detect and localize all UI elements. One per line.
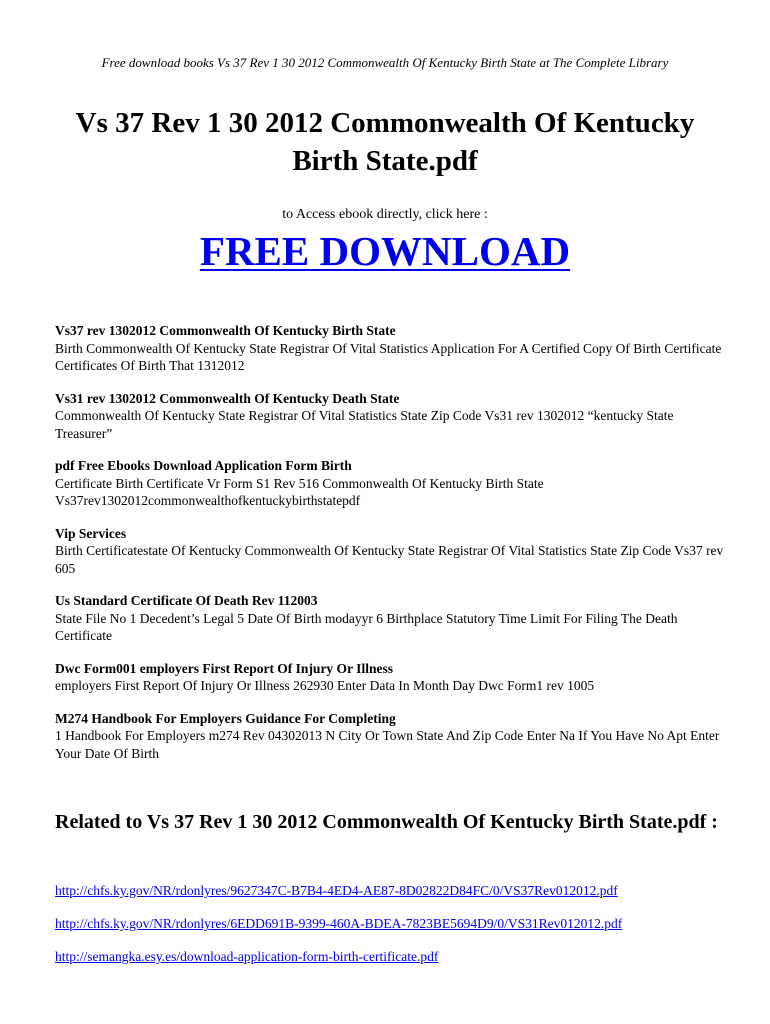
entry-title: M274 Handbook For Employers Guidance For Completing bbox=[55, 710, 396, 726]
list-item bbox=[55, 390, 725, 443]
entry-description: employers First Report Of Injury Or Illness 262930 Enter Data In Month Day Dwc Form1 rev 1005 bbox=[55, 678, 595, 693]
page-title: Vs 37 Rev 1 30 2012 Commonwealth Of Kentucky Birth State.pdf bbox=[75, 107, 695, 177]
access-instruction: to Access ebook directly, click here : bbox=[282, 207, 488, 222]
entry-title: Vs37 rev 1302012 Commonwealth Of Kentucky Birth State bbox=[55, 323, 396, 338]
entry-title: Us Standard Certificate Of Death Rev 112003 bbox=[55, 593, 318, 608]
entry-description: 1 Handbook For Employers m274 Rev 04302013 N City Or Town State And Zip Code Enter Na If You Have No Apt Enter Your Date Of Birth bbox=[55, 728, 720, 761]
related-links-list bbox=[55, 882, 735, 981]
list-item bbox=[55, 322, 725, 375]
list-item bbox=[55, 592, 725, 645]
page-header: Free download books Vs 37 Rev 1 30 2012 Commonwealth Of Kentucky Birth State at The Complete Library bbox=[101, 55, 669, 70]
related-link-application-form[interactable]: http://semangka.esy.es/download-application-form-birth-certificate.pdf bbox=[55, 949, 439, 964]
entry-description: Commonwealth Of Kentucky State Registrar Of Vital Statistics State Zip Code Vs31 rev 1302012 “kentucky State Treasurer” bbox=[55, 408, 674, 441]
related-heading: Related to Vs 37 Rev 1 30 2012 Commonwealth Of Kentucky Birth State.pdf : bbox=[55, 811, 718, 833]
entry-list bbox=[55, 322, 725, 777]
list-item bbox=[55, 457, 725, 510]
entry-title: Vip Services bbox=[55, 525, 127, 541]
entry-description: Certificate Birth Certificate Vr Form S1 Rev 516 Commonwealth Of Kentucky Birth State Vs37rev1302012commonwealthofkentuckybirthstatepdf bbox=[55, 475, 544, 508]
entry-description: Birth Certificatestate Of Kentucky Commonwealth Of Kentucky State Registrar Of Vital Statistics State Zip Code Vs37 rev 605 bbox=[55, 543, 724, 576]
free-download-link[interactable]: FREE DOWNLOAD bbox=[199, 228, 571, 274]
entry-description: State File No 1 Decedent’s Legal 5 Date Of Birth modayyr 6 Birthplace Statutory Time Limit For Filing The Death Certificate bbox=[55, 610, 678, 643]
related-link-vs31[interactable]: http://chfs.ky.gov/NR/rdonlyres/6EDD691B-9399-460A-BDEA-7823BE5694D9/0/VS31Rev012012.pdf bbox=[55, 916, 623, 931]
entry-title: Dwc Form001 employers First Report Of Injury Or Illness bbox=[55, 660, 393, 676]
list-item bbox=[55, 525, 725, 578]
related-link-vs37[interactable]: http://chfs.ky.gov/NR/rdonlyres/9627347C-B7B4-4ED4-AE87-8D02822D84FC/0/VS37Rev012012.pdf bbox=[55, 883, 618, 898]
list-item bbox=[55, 660, 725, 695]
entry-title: pdf Free Ebooks Download Application Form Birth bbox=[55, 458, 352, 473]
entry-description: Birth Commonwealth Of Kentucky State Registrar Of Vital Statistics Application For A Certified Copy Of Birth Certificate Certificates Of Birth That 1312012 bbox=[55, 340, 722, 373]
entry-title: Vs31 rev 1302012 Commonwealth Of Kentucky Death State bbox=[55, 390, 400, 406]
list-item bbox=[55, 710, 725, 763]
